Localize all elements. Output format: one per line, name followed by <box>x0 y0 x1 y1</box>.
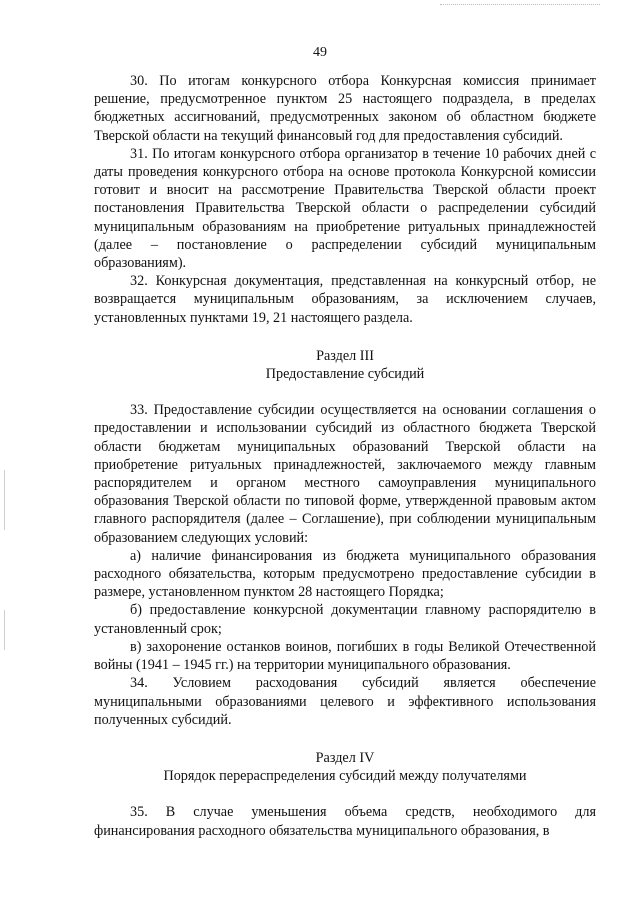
paragraph-30: 30. По итогам конкурсного отбора Конкурсная комиссия принимает решение, предусмотренное пунктом 25 настоящего подраздела, в пределах бюджетных ассигнований, предусмотренных законом об областном бюджете Тверской области на текущий финансовый год для предоставления субсидий. <box>94 73 596 144</box>
section-3-label: Раздел III <box>316 347 374 364</box>
scan-artifact <box>440 4 600 9</box>
section-4-title: Порядок перераспределения субсидий между получателями <box>163 768 527 785</box>
paragraph-33: 33. Предоставление субсидии осуществляется на основании соглашения о предоставлении и использовании субсидий из областного бюджета Тверской области бюджетам муниципальных образований Тверской области на приобретение ритуальных принадлежностей, заключаемого между главным распорядителем и органом местного самоуправления муниципального образования Тверской области по типовой форме, утвержденной правовым актом главного распорядителя (далее – Соглашение), при соблюдении муниципальным образованием следующих условий: <box>94 402 596 546</box>
condition-b: б) предоставление конкурсной документации главному распорядителю в установленный срок; <box>94 602 596 637</box>
paragraph-31: 31. По итогам конкурсного отбора организатор в течение 10 рабочих дней с даты проведения конкурсного отбора на основе протокола Конкурсной комиссии готовит и вносит на рассмотрение Правительства Тверской области проект постановления Правительства Тверской области о распределении субсидий муниципальным образованиям на приобретение ритуальных принадлежностей (далее – постановление о распределении субсидий муниципальным образованиям). <box>94 145 596 272</box>
condition-a: а) наличие финансирования из бюджета муниципального образования расходного обязательства, которым предусмотрено предоставление субсидии в размере, установленном пунктом 28 настоящего Порядка; <box>94 547 596 601</box>
paragraph-34: 34. Условием расходования субсидий является обеспечение муниципальными образованиями целевого и эффективного использования полученных субсидий. <box>94 675 596 728</box>
paragraph-32: 32. Конкурсная документация, представленная на конкурсный отбор, не возвращается муниципальным образованиям, за исключением случаев, установленных пунктами 19, 21 настоящего раздела. <box>94 273 596 326</box>
scan-artifact <box>4 470 5 530</box>
condition-c: в) захоронение останков воинов, погибших в годы Великой Отечественной войны (1941 – 1945 гг.) на территории муниципального образования. <box>94 638 596 674</box>
document-body <box>94 72 596 840</box>
scan-artifact <box>4 610 5 650</box>
section-3-title: Предоставление субсидий <box>265 366 425 383</box>
paragraph-35: 35. В случае уменьшения объема средств, необходимого для финансирования расходного обязательства муниципального образования, в <box>94 804 596 839</box>
section-4-label: Раздел IV <box>315 749 375 766</box>
page-number: 49 <box>313 45 327 60</box>
